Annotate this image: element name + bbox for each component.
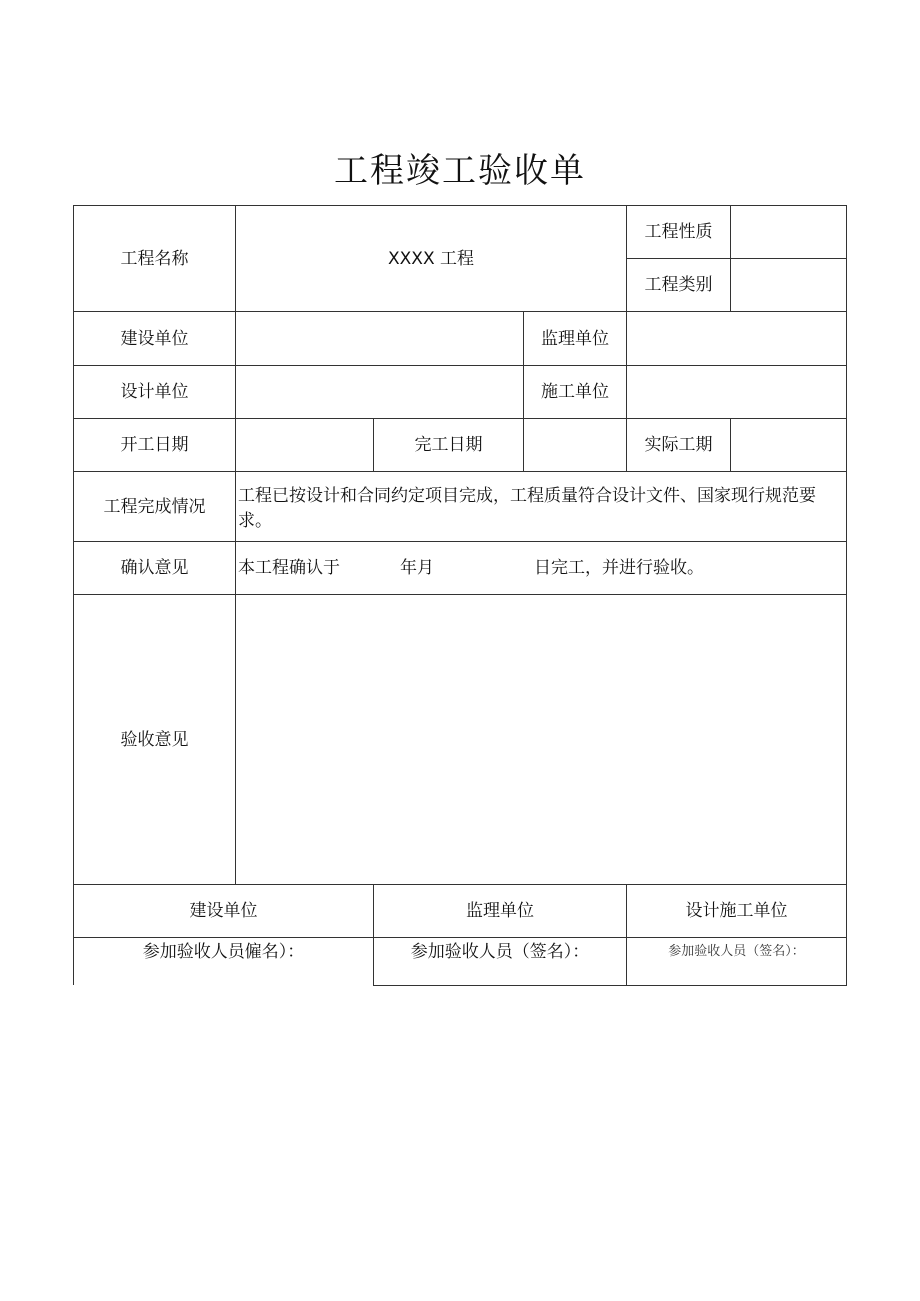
completion-status-label: 工程完成情况 <box>103 496 206 517</box>
supervision-signers-field[interactable]: 参加验收人员（签名）： <box>410 942 590 962</box>
construction-signers-field[interactable]: 参加验收人员僱名）： <box>142 942 305 962</box>
completion-status-text: 工程已按设计和合同约定项目完成，工程质量符合设计文件、国家现行规范要求。 <box>238 486 816 531</box>
signature-design-contractor-unit: 设计施工单位 <box>685 901 788 921</box>
project-name-label: 工程名称 <box>120 248 189 269</box>
construction-unit-field[interactable] <box>236 312 523 365</box>
acceptance-opinion-label: 验收意见 <box>120 729 189 750</box>
contractor-unit-label: 施工单位 <box>541 382 609 402</box>
design-unit-label: 设计单位 <box>120 382 189 402</box>
page-title: 工程竣工验收单 <box>334 151 586 191</box>
supervision-unit-label: 监理单位 <box>541 328 609 349</box>
construction-unit-label: 建设单位 <box>120 328 189 349</box>
start-date-field[interactable] <box>236 419 373 471</box>
finish-date-field[interactable] <box>524 419 626 471</box>
actual-duration-field[interactable] <box>731 419 846 471</box>
signature-construction-unit: 建设单位 <box>189 901 258 921</box>
project-nature-field[interactable] <box>731 206 846 258</box>
project-name-field[interactable]: XXXX 工程 <box>388 248 474 269</box>
supervision-unit-field[interactable] <box>627 312 846 365</box>
project-category-field[interactable] <box>731 259 846 311</box>
confirmation-text-month: 年月 <box>400 558 434 578</box>
confirmation-label: 确认意见 <box>120 558 189 578</box>
design-contractor-signers-field[interactable]: 参加验收人员（签名）： <box>668 944 805 959</box>
finish-date-label: 完工日期 <box>414 435 483 455</box>
acceptance-opinion-field[interactable] <box>236 595 846 884</box>
actual-duration-label: 实际工期 <box>644 435 713 455</box>
confirmation-text-prefix: 本工程确认于 <box>238 558 340 578</box>
confirmation-text-suffix: 日完工，并进行验收。 <box>534 558 704 578</box>
confirmation-statement <box>236 542 846 594</box>
project-category-label: 工程类别 <box>644 275 713 295</box>
signature-supervision-unit: 监理单位 <box>466 901 534 921</box>
project-nature-label: 工程性质 <box>644 222 713 242</box>
contractor-unit-field[interactable] <box>627 366 846 418</box>
design-unit-field[interactable] <box>236 366 523 418</box>
start-date-label: 开工日期 <box>120 435 189 455</box>
